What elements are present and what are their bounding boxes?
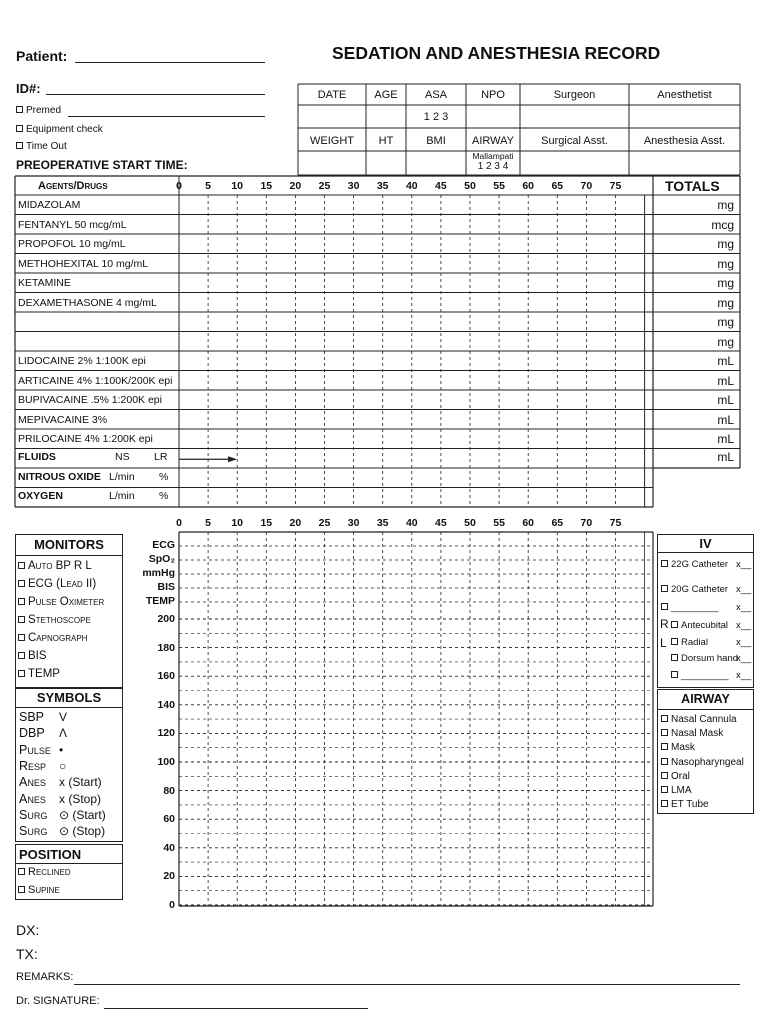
airway-checkbox[interactable] [661,771,690,782]
checkbox-icon [661,729,668,736]
monitor-checkbox[interactable] [18,650,47,662]
y-axis-tick-label: 140 [157,698,175,711]
mallampati-label: Mallampati [472,151,514,161]
arrow-icon [228,456,237,462]
agent-name: KETAMINE [18,277,71,289]
signature-label: Dr. SIGNATURE: [16,995,100,1007]
age-header: AGE [374,89,398,101]
oxygen-label: OXYGEN [18,490,63,502]
airway-label: ET Tube [671,799,709,811]
iv-label: _________ [681,670,729,681]
iv-checkbox[interactable] [661,559,728,570]
supine-label: Supine [28,884,60,896]
checkbox-icon [661,585,668,592]
airway-label: Nasopharyngeal [671,756,744,768]
position-title: POSITION [19,847,82,862]
monitor-checkbox[interactable] [18,560,92,572]
iv-label: Antecubital [681,620,729,631]
iv-checkbox[interactable] [671,670,729,681]
time-tick-label: 20 [289,180,302,192]
agent-name: LIDOCAINE 2% 1:100K epi [18,355,146,367]
symbol-label: Surg [19,824,48,839]
symbol-label: DBP [19,726,45,741]
vitals-time-tick-label: 40 [405,517,418,529]
fluids-unit: mL [717,450,734,464]
airway-label: LMA [671,785,692,796]
vitals-row-label: BIS [157,581,175,593]
checkbox-icon [18,616,25,623]
checkbox-icon [661,758,668,765]
symbol-marker: V [59,710,68,724]
agent-name: DEXAMETHASONE 4 mg/mL [18,296,157,309]
vitals-time-tick-label: 5 [205,517,212,529]
iv-count[interactable]: x__ [736,559,752,570]
iv-count[interactable]: x__ [736,584,752,595]
agent-unit: mg [717,198,734,212]
iv-checkbox[interactable] [661,602,719,613]
symbol-marker: ⊙ (Start) [59,807,106,822]
vitals-time-tick-label: 25 [318,517,331,529]
iv-count[interactable]: x__ [736,637,752,648]
premed-label: Premed [26,105,62,116]
y-axis-tick-label: 80 [163,784,175,797]
vitals-time-tick-label: 55 [493,517,505,529]
monitor-label: Capnograph [28,632,88,644]
agent-name: PRILOCAINE 4% 1:200K epi [18,433,153,445]
agent-unit: mg [717,276,734,290]
checkbox-icon [661,603,668,610]
asa-header: ASA [424,89,447,101]
y-axis-tick-label: 120 [157,727,175,740]
y-axis-tick-label: 0 [169,899,175,911]
airway-label: Nasal Mask [671,728,724,740]
timeout-label: Time Out [26,141,67,152]
time-tick-label: 50 [464,180,476,192]
reclined-label: Reclined [28,866,71,878]
vitals-time-tick-label: 50 [464,517,476,529]
checkbox-icon [18,652,25,659]
start-time-label: PREOPERATIVE START TIME: [16,158,188,172]
checkbox-icon [18,886,25,893]
date-header: DATE [317,89,347,101]
checkbox-icon [661,715,668,722]
agent-unit: mg [717,237,734,251]
y-axis-tick-label: 180 [157,641,175,654]
agent-unit: mg [717,315,734,329]
anesthetist-header: Anesthetist [657,89,712,101]
vitals-row-label: TEMP [145,595,175,607]
checkbox-icon [671,671,678,678]
iv-label: _________ [671,602,719,613]
agent-name: BUPIVACAINE .5% 1:200K epi [18,394,162,406]
y-axis-tick-label: 200 [157,613,175,625]
iv-count[interactable]: x__ [736,602,752,613]
time-tick-label: 35 [376,180,389,192]
npo-header: NPO [481,89,505,101]
iv-count[interactable]: x__ [736,670,752,681]
symbol-label: Pulse [19,742,51,757]
airway-label: Oral [671,770,690,782]
iv-label: 22G Catheter [671,559,729,570]
nitrous-label: NITROUS OXIDE [18,471,101,483]
vitals-row-label: SpO₂ [148,553,175,565]
remarks-field[interactable] [74,984,740,985]
vitals-time-tick-label: 65 [551,517,564,529]
iv-count[interactable]: x__ [736,653,752,664]
checkbox-icon [671,654,678,661]
agents-header: Agents/Drugs [38,180,108,192]
agent-name: MIDAZOLAM [18,199,81,211]
time-tick-label: 60 [522,180,535,192]
vitals-time-tick-label: 15 [260,517,273,529]
checkbox-icon [18,634,25,641]
monitor-checkbox[interactable] [18,614,91,626]
monitor-checkbox[interactable] [18,596,104,608]
checkbox-icon [671,621,678,628]
agent-unit: mL [717,373,734,388]
surgical-asst-header: Surgical Asst. [541,135,608,147]
time-tick-label: 75 [609,180,622,192]
monitor-label: Stethoscope [28,614,91,626]
fluids-label: FLUIDS [18,451,56,463]
airway-checkbox[interactable] [661,742,695,753]
vitals-row-label: ECG [152,539,175,551]
iv-checkbox[interactable] [671,637,708,648]
time-tick-label: 65 [551,180,564,192]
symbols-divider [15,707,123,708]
airway-header: AIRWAY [472,135,514,147]
iv-title: IV [699,536,712,551]
agent-name: MEPIVACAINE 3% [18,413,108,426]
monitor-label: Auto BP R L [28,560,92,572]
symbol-label: SBP [19,710,45,724]
symbol-marker: ○ [59,758,67,773]
monitor-label: BIS [28,650,47,662]
asa-options[interactable]: 1 2 3 [423,111,449,123]
checkbox-icon [661,786,668,793]
signature-field[interactable] [104,1008,368,1009]
y-axis-tick-label: 100 [157,756,175,768]
patient-label: Patient: [16,48,68,64]
weight-header: WEIGHT [310,135,354,147]
checkbox-icon [18,580,25,587]
time-tick-label: 25 [318,180,331,192]
symbol-label: Surg [19,807,48,822]
agent-unit: mg [717,334,734,349]
agent-unit: mg [717,256,734,271]
agent-unit: mL [717,432,734,446]
monitor-checkbox[interactable] [18,668,60,680]
iv-right-label: R [660,617,669,631]
checkbox-icon [18,562,25,569]
symbol-label: Anes [19,791,46,806]
checkbox-icon [671,638,678,645]
fluids-lr-label: LR [154,451,168,463]
symbol-label: Resp [19,758,47,773]
checkbox-icon [661,743,668,750]
iv-checkbox[interactable] [671,620,728,631]
time-tick-label: 0 [176,180,182,192]
y-axis-tick-label: 40 [163,841,175,854]
iv-divider [657,552,754,553]
airway-checkbox[interactable] [661,799,709,810]
time-tick-label: 45 [435,180,447,192]
iv-checkbox[interactable] [661,584,728,595]
time-tick-label: 70 [580,180,593,192]
vitals-time-tick-label: 35 [376,517,389,529]
iv-label: 20G Catheter [671,584,729,595]
equipment-label: Equipment check [26,124,103,135]
position-divider [15,863,123,864]
airway-checkbox[interactable] [661,728,723,739]
checkbox-icon [661,560,668,567]
agent-name: PROPOFOL 10 mg/mL [18,238,126,250]
symbol-marker: x (Stop) [59,791,102,806]
y-axis-tick-label: 160 [157,670,175,683]
id-label: ID#: [16,81,41,96]
vitals-time-tick-label: 20 [289,517,302,529]
vitals-time-tick-label: 60 [522,517,535,529]
iv-label: Dorsum hand [681,653,739,664]
monitor-label: ECG (Lead II) [28,578,97,590]
monitors-divider [15,555,123,556]
checkbox-icon [18,868,25,875]
iv-count[interactable]: x__ [736,620,752,631]
checkbox-icon [661,772,668,779]
symbol-marker: Λ [59,726,68,741]
vitals-time-tick-label: 10 [231,517,244,529]
supine-checkbox[interactable] [18,884,60,896]
reclined-checkbox[interactable] [18,866,71,878]
vitals-time-tick-label: 45 [435,517,447,529]
checkbox-icon [661,800,668,807]
monitors-title: MONITORS [34,537,104,552]
agent-unit: mcg [711,217,734,232]
surgeon-header: Surgeon [553,89,596,101]
bmi-header: BMI [426,135,446,147]
airway-divider [657,709,754,710]
time-tick-label: 55 [493,180,505,192]
form-title: SEDATION AND ANESTHESIA RECORD [332,43,661,63]
airway-checkbox[interactable] [661,757,744,768]
agent-unit: mL [717,354,734,368]
vitals-time-tick-label: 75 [609,517,622,529]
y-axis-tick-label: 60 [163,813,175,826]
monitor-checkbox[interactable] [18,578,96,590]
symbol-marker: ⊙ (Stop) [59,824,106,839]
y-axis-tick-label: 20 [163,870,175,883]
airway-checkbox[interactable] [661,785,692,796]
agent-unit: mL [717,412,734,427]
dx-label: DX: [16,922,40,938]
remarks-label: REMARKS: [16,971,74,983]
height-header: HT [378,135,394,147]
symbol-marker: x (Start) [59,775,102,790]
checkbox-icon [18,598,25,605]
iv-checkbox[interactable] [671,653,738,664]
oxygen-lmin-label: L/min [109,490,135,502]
time-tick-label: 10 [231,180,244,192]
airway-title: AIRWAY [681,692,730,706]
symbol-marker: • [59,742,64,757]
monitors-box [15,534,123,688]
time-tick-label: 5 [205,180,212,192]
agent-unit: mg [717,295,734,310]
time-tick-label: 15 [260,180,273,192]
vitals-time-tick-label: 30 [347,517,360,529]
vitals-time-tick-label: 70 [580,517,593,529]
nitrous-lmin-label: L/min [109,471,135,483]
mallampati-options[interactable]: 1 2 3 4 [477,161,509,172]
iv-left-label: L [660,636,667,650]
airway-label: Nasal Cannula [671,714,737,725]
airway-label: Mask [671,742,695,754]
agent-name: ARTICAINE 4% 1:100K/200K epi [18,374,173,387]
anesthesia-asst-header: Anesthesia Asst. [643,135,726,147]
time-tick-label: 40 [405,180,418,192]
fluids-ns-label: NS [115,451,130,463]
time-tick-label: 30 [347,180,360,192]
agent-name: FENTANYL 50 mcg/mL [18,218,127,231]
monitor-label: Pulse Oximeter [28,596,105,608]
airway-checkbox[interactable] [661,714,737,725]
nitrous-pct-label: % [159,471,169,483]
symbols-title: SYMBOLS [36,690,102,705]
totals-header: TOTALS [665,178,720,194]
monitor-label: TEMP [28,668,60,680]
vitals-time-tick-label: 0 [176,517,182,529]
checkbox-icon [18,670,25,677]
agent-unit: mL [717,393,734,407]
agent-name: METHOHEXITAL 10 mg/mL [18,257,149,270]
oxygen-pct-label: % [159,490,169,502]
tx-label: TX: [16,946,38,962]
monitor-checkbox[interactable] [18,632,87,644]
vitals-row-label: mmHg [142,567,175,579]
symbol-label: Anes [19,775,46,790]
iv-label: Radial [681,637,708,648]
